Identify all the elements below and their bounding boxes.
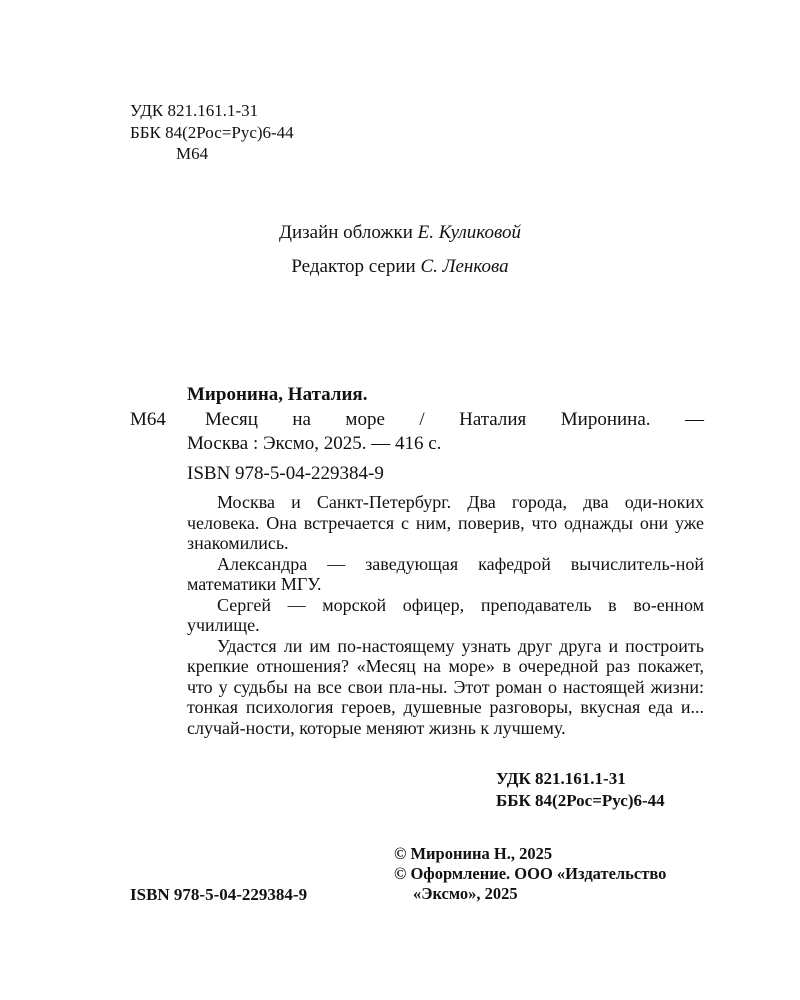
- cover-design-credit: [0, 222, 800, 244]
- annotation-paragraph: Александра — заведующая кафедрой вычислитель-ной математики МГУ.: [187, 553, 704, 594]
- udk-code: УДК 821.161.1-31: [130, 101, 259, 120]
- copyright-author: © Миронина Н., 2025: [394, 844, 553, 863]
- cover-designer-name: Е. Куликовой: [417, 222, 521, 243]
- copyright-block: [394, 844, 666, 904]
- author-mark: М64: [176, 144, 209, 163]
- annotation-paragraph: Сергей — морской офицер, преподаватель в во-енном училище.: [187, 594, 704, 635]
- catalog-mark: М64: [130, 409, 166, 430]
- copyright-design-line-2: «Эксмо», 2025: [413, 884, 518, 903]
- catalog-imprint-line: Москва : Эксмо, 2025. — 416 с.: [187, 433, 442, 454]
- catalog-title-line: Месяц на море / Наталия Миронина. —: [205, 409, 704, 430]
- series-editor-name: С. Ленкова: [420, 256, 509, 277]
- annotation: [187, 492, 704, 738]
- cover-design-label: Дизайн обложки: [279, 222, 413, 243]
- bottom-codes: [496, 768, 665, 812]
- bottom-udk-code: УДК 821.161.1-31: [496, 769, 626, 788]
- catalog-author: Миронина, Наталия.: [187, 384, 368, 405]
- series-editor-credit: [0, 256, 800, 278]
- series-editor-label: Редактор серии: [291, 256, 416, 277]
- annotation-paragraph: Москва и Санкт-Петербург. Два города, два оди-ноких человека. Она встречается с ним, поверив, что однажды они уже знакомились.: [187, 492, 704, 553]
- header-codes: [130, 100, 294, 165]
- footer-isbn: ISBN 978-5-04-229384-9: [130, 885, 308, 904]
- catalog-isbn: ISBN 978-5-04-229384-9: [187, 463, 384, 484]
- copyright-design-line-1: © Оформление. ООО «Издательство: [394, 864, 667, 883]
- bbk-code: ББК 84(2Рос=Рус)6-44: [130, 122, 294, 142]
- bottom-bbk-code: ББК 84(2Рос=Рус)6-44: [496, 791, 665, 810]
- annotation-paragraph: Удастся ли им по-настоящему узнать друг друга и построить крепкие отношения? «Месяц на море» в очередной раз покажет, что у судьбы на все свои пла-ны. Этот роман о настоящей жизни: тонкая психология героев, душевные разговоры, вкусная еда и... случай-ности, которые меняют жизнь к лучшему.: [187, 635, 704, 738]
